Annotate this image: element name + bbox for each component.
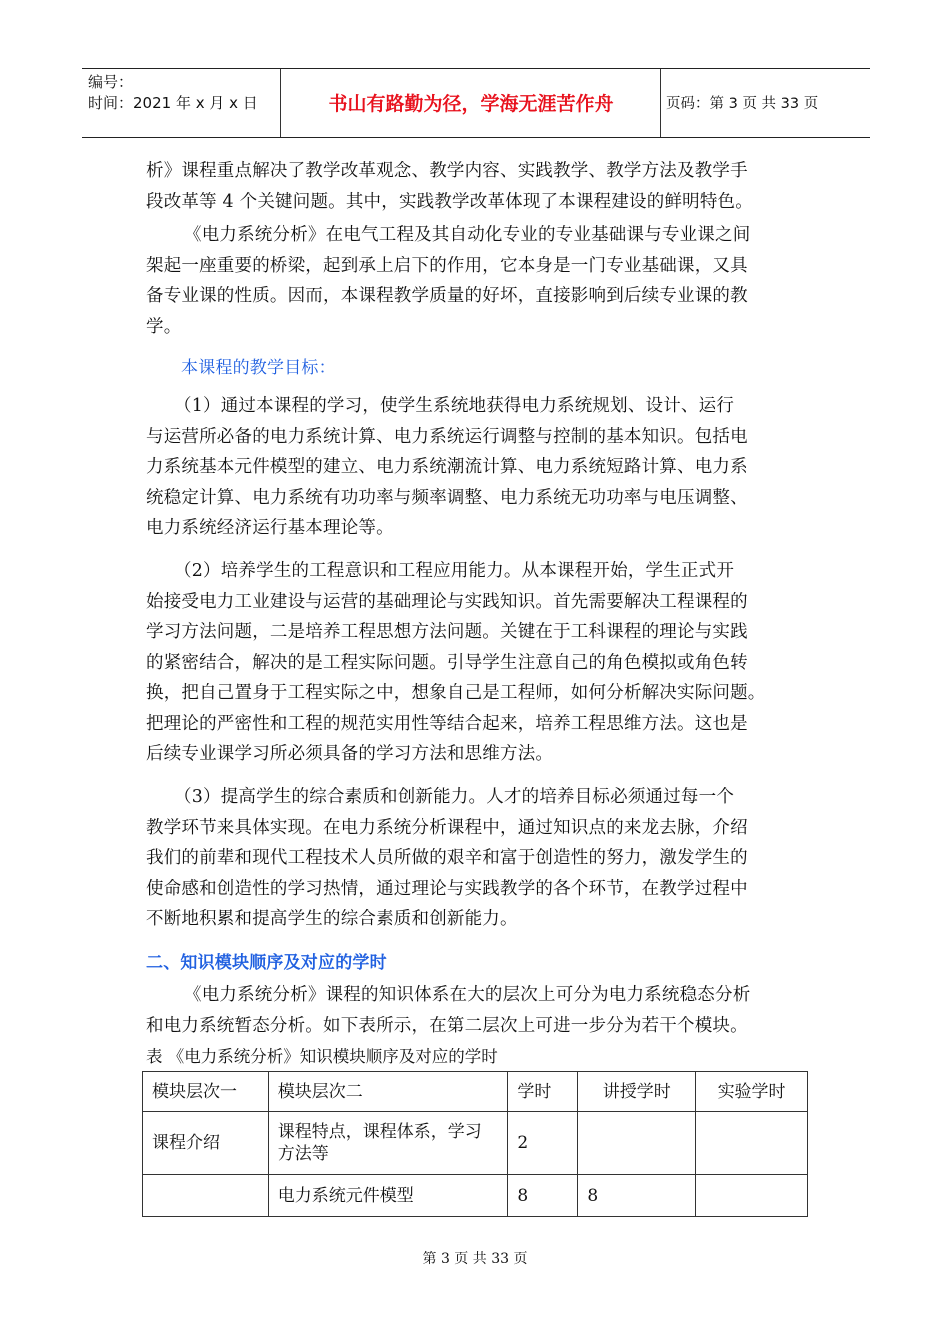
- header-meta: [88, 72, 258, 114]
- text-line: 与运营所必备的电力系统计算、电力系统运行调整与控制的基本知识。包括电: [146, 426, 748, 447]
- text-line: 析》课程重点解决了教学改革观念、教学内容、实践教学、教学方法及教学手: [146, 161, 748, 181]
- text-line: 电力系统经济运行基本理论等。: [146, 518, 394, 538]
- paragraph-continuation: [146, 156, 810, 217]
- text-line: 把理论的严密性和工程的规范实用性等结合起来，培养工程思维方法。这也是: [146, 713, 748, 734]
- table-cell: 2: [508, 1112, 578, 1175]
- table-header-cell: 实验学时: [696, 1072, 808, 1112]
- table-cell: 课程特点，课程体系，学习方法等: [268, 1112, 508, 1175]
- goal-3-paragraph: [146, 782, 810, 935]
- table-cell: 课程介绍: [143, 1112, 269, 1175]
- text-line: 后续专业课学习所必须具备的学习方法和思维方法。: [146, 744, 554, 764]
- text-line: 统稳定计算、电力系统有功功率与频率调整、电力系统无功功率与电压调整、: [146, 487, 748, 508]
- table-cell: 电力系统元件模型: [268, 1175, 508, 1217]
- text-line: 和电力系统暂态分析。如下表所示，在第二层次上可进一步分为若干个模块。: [146, 1015, 748, 1036]
- table-row: [143, 1175, 808, 1217]
- header-time: 时间：2021 年 x 月 x 日: [88, 94, 258, 112]
- text-line: 力系统基本元件模型的建立、电力系统潮流计算、电力系统短路计算、电力系: [146, 457, 748, 477]
- text-line: （1）通过本课程的学习，使学生系统地获得电力系统规划、设计、运行: [174, 396, 735, 416]
- text-line: （3）提高学生的综合素质和创新能力。人才的培养目标必须通过每一个: [174, 787, 735, 807]
- header-motto: 书山有路勤为径，学海无涯苦作舟: [328, 93, 614, 115]
- table-cell: [696, 1175, 808, 1217]
- text-line: 学。: [146, 316, 182, 337]
- text-line: 教学环节来具体实现。在电力系统分析课程中，通过知识点的来龙去脉，介绍: [146, 817, 748, 838]
- knowledge-module-table: [142, 1071, 808, 1217]
- table-cell: [578, 1112, 696, 1175]
- text-line: 段改革等 4 个关键问题。其中，实践教学改革体现了本课程建设的鲜明特色。: [146, 191, 753, 212]
- text-line: 使命感和创造性的学习热情，通过理论与实践教学的各个环节，在教学过程中: [146, 878, 748, 899]
- text-line: 学习方法问题，二是培养工程思想方法问题。关键在于工科课程的理论与实践: [146, 622, 748, 642]
- header-divider-left: [280, 69, 281, 137]
- header-page-info: 页码：第 3 页 共 33 页: [666, 96, 819, 112]
- text-line: 架起一座重要的桥梁，起到承上启下的作用，它本身是一门专业基础课，又具: [146, 255, 748, 276]
- goal-1-paragraph: [146, 391, 810, 544]
- table-cell: [143, 1175, 269, 1217]
- text-line: 换，把自己置身于工程实际之中，想象自己是工程师，如何分析解决实际问题。: [146, 683, 766, 703]
- text-line: 《电力系统分析》在电气工程及其自动化专业的专业基础课与专业课之间: [184, 225, 751, 245]
- section-2-paragraph: [146, 980, 810, 1041]
- text-line: 始接受电力工业建设与运营的基础理论与实践知识。首先需要解决工程课程的: [146, 591, 748, 612]
- section-2-heading: 二、知识模块顺序及对应的学时: [146, 953, 387, 973]
- header-divider-right: [660, 69, 661, 137]
- table-cell: 8: [508, 1175, 578, 1217]
- text-line: 《电力系统分析》课程的知识体系在大的层次上可分为电力系统稳态分析: [184, 985, 751, 1005]
- table-cell: 8: [578, 1175, 696, 1217]
- goals-heading: 本课程的教学目标：: [181, 358, 336, 378]
- paragraph-course-role: [146, 220, 810, 342]
- table-caption: 表 《电力系统分析》知识模块顺序及对应的学时: [146, 1047, 498, 1066]
- header-number: 编号：: [88, 73, 134, 91]
- text-line: （2）培养学生的工程意识和工程应用能力。从本课程开始，学生正式开: [174, 561, 735, 581]
- table-cell: [696, 1112, 808, 1175]
- table-header-cell: 模块层次一: [143, 1072, 269, 1112]
- goal-2-paragraph: [146, 556, 810, 770]
- table-header-cell: 模块层次二: [268, 1072, 508, 1112]
- table-header-cell: 讲授学时: [578, 1072, 696, 1112]
- table-row: [143, 1112, 808, 1175]
- page-header: [82, 68, 870, 138]
- page-footer: 第 3 页 共 33 页: [422, 1251, 528, 1267]
- text-line: 备专业课的性质。因而，本课程教学质量的好坏，直接影响到后续专业课的教: [146, 286, 748, 306]
- table-header-cell: 学时: [508, 1072, 578, 1112]
- table-header-row: [143, 1072, 808, 1112]
- text-line: 的紧密结合，解决的是工程实际问题。引导学生注意自己的角色模拟或角色转: [146, 652, 748, 673]
- text-line: 不断地积累和提高学生的综合素质和创新能力。: [146, 909, 518, 929]
- text-line: 我们的前辈和现代工程技术人员所做的艰辛和富于创造性的努力，激发学生的: [146, 848, 748, 868]
